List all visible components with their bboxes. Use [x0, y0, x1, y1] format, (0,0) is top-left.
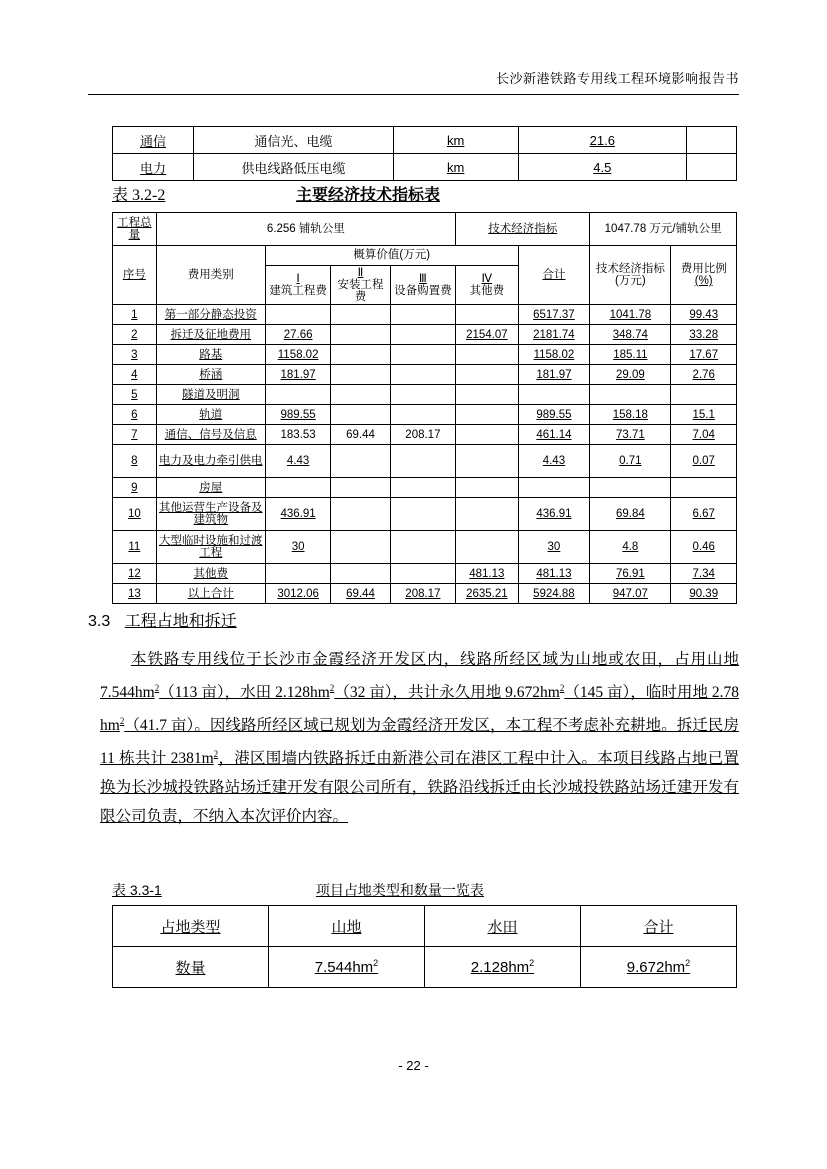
cell-category: 电力 — [113, 154, 194, 181]
cell-value: 21.6 — [518, 127, 686, 154]
cell-total: 436.91 — [518, 498, 590, 531]
page-number: - 22 - — [398, 1058, 429, 1073]
cell-c3 — [390, 445, 456, 478]
cell-c4: 2635.21 — [456, 584, 518, 604]
cell-index: 29.09 — [590, 365, 671, 385]
caption-title: 主要经济技术指标表 — [296, 187, 441, 204]
header-col3-label: 设备购置费 — [394, 285, 452, 298]
cell-name: 通信、信号及信息 — [156, 425, 265, 445]
table-caption-3-3-1 — [112, 880, 737, 900]
cell-c1: 27.66 — [265, 325, 331, 345]
cell-name: 拆迁及征地费用 — [156, 325, 265, 345]
land-value-paddy — [425, 947, 581, 988]
cell-total: 4.43 — [518, 445, 590, 478]
cell-ratio: 0.46 — [671, 531, 737, 564]
cell-seq: 2 — [113, 325, 157, 345]
cell-c4 — [456, 365, 518, 385]
cell-index: 76.91 — [590, 564, 671, 584]
para-part-1: 本铁路专用线位于长沙市金霞经济开发区内，线路所经区域为山地或农田，占用山地 7.544hm — [100, 651, 739, 702]
cell-index: 348.74 — [590, 325, 671, 345]
header-col2-roman: Ⅱ — [357, 267, 364, 279]
cell-name: 第一部分静态投资 — [156, 305, 265, 325]
header-sum: 合计 — [518, 246, 590, 305]
cell-c3 — [390, 365, 456, 385]
cell-ratio — [671, 478, 737, 498]
cell-c2 — [331, 531, 390, 564]
cell-c3 — [390, 405, 456, 425]
cell-name: 其他运营生产设备及建筑物 — [156, 498, 265, 531]
para-part-3: （32 亩），共计永久用地 9.672hm — [334, 684, 560, 702]
land-value-hill — [269, 947, 425, 988]
cell-c4 — [456, 498, 518, 531]
cell-total: 6517.37 — [518, 305, 590, 325]
cell-seq: 6 — [113, 405, 157, 425]
cell-ratio: 15.1 — [671, 405, 737, 425]
para-part-5: （41.7 亩）。因线路所经区域已规划为金霞经济开发区，本工程不考虑补充耕地。拆迁民房 11 栋共计 2381m — [100, 717, 739, 768]
header-total-quantity: 工程总量 — [113, 213, 157, 246]
header-col1-roman: Ⅰ — [296, 273, 300, 286]
cell-seq: 8 — [113, 445, 157, 478]
cell-category: 通信 — [113, 127, 194, 154]
cell-seq: 12 — [113, 564, 157, 584]
cell-c1 — [265, 385, 331, 405]
cell-c1: 3012.06 — [265, 584, 331, 604]
para-sup-2: 2 — [329, 683, 335, 693]
cell-seq: 3 — [113, 345, 157, 365]
cell-total: 30 — [518, 531, 590, 564]
cell-c1: 4.43 — [265, 445, 331, 478]
cell-c1 — [265, 564, 331, 584]
cell-c2 — [331, 325, 390, 345]
cell-ratio: 7.04 — [671, 425, 737, 445]
cell-c1: 30 — [265, 531, 331, 564]
table-row — [113, 531, 737, 564]
cell-remark — [687, 127, 737, 154]
para-sup-1: 2 — [154, 683, 160, 693]
table-row — [113, 154, 737, 181]
cell-total: 989.55 — [518, 405, 590, 425]
cell-c2 — [331, 405, 390, 425]
cell-c4: 2154.07 — [456, 325, 518, 345]
header-seq: 序号 — [113, 246, 157, 305]
cell-c3 — [390, 345, 456, 365]
cell-total — [518, 478, 590, 498]
cell-ratio: 90.39 — [671, 584, 737, 604]
table-row — [113, 385, 737, 405]
para-part-4: （145 亩），临时用地 2.78 hm — [100, 684, 739, 735]
cell-c2 — [331, 345, 390, 365]
table-row — [113, 498, 737, 531]
cell-name: 路基 — [156, 345, 265, 365]
cell-c4 — [456, 305, 518, 325]
cell-ratio — [671, 385, 737, 405]
cell-seq: 13 — [113, 584, 157, 604]
cell-c4 — [456, 385, 518, 405]
para-sup-3: 2 — [559, 683, 565, 693]
cell-total: 2181.74 — [518, 325, 590, 345]
header-ratio-top: 费用比例 — [680, 263, 727, 276]
header-col4-roman: Ⅳ — [481, 273, 493, 286]
cell-c4 — [456, 445, 518, 478]
cell-name: 大型临时设施和过渡工程 — [156, 531, 265, 564]
continued-table — [112, 126, 737, 181]
cell-index: 73.71 — [590, 425, 671, 445]
cell-value: 4.5 — [518, 154, 686, 181]
cell-ratio: 2.76 — [671, 365, 737, 385]
header-track-km: 6.256 铺轨公里 — [156, 213, 455, 246]
cell-remark — [687, 154, 737, 181]
cell-c2 — [331, 385, 390, 405]
land-value-paddy-sup: 2 — [529, 958, 535, 968]
cell-ratio: 6.67 — [671, 498, 737, 531]
table-row — [113, 405, 737, 425]
header-col3 — [390, 266, 456, 305]
land-value-paddy-text: 2.128hm — [470, 959, 530, 976]
header-ratio — [671, 246, 737, 305]
header-tech-index: 技术经济指标 — [456, 213, 590, 246]
cell-name: 电力及电力牵引供电 — [156, 445, 265, 478]
cell-total: 181.97 — [518, 365, 590, 385]
cell-name: 其他费 — [156, 564, 265, 584]
header-col4-label: 其他费 — [469, 285, 505, 298]
cell-name: 供电线路低压电缆 — [194, 154, 394, 181]
cell-seq: 10 — [113, 498, 157, 531]
header-index-value: 1047.78 万元/铺轨公里 — [590, 213, 737, 246]
cell-c3 — [390, 564, 456, 584]
header-budget-value: 概算价值(万元) — [265, 246, 518, 266]
cell-c4: 481.13 — [456, 564, 518, 584]
para-part-2: （113 亩），水田 2.128hm — [159, 684, 330, 702]
table-row — [113, 127, 737, 154]
section-heading — [88, 608, 237, 631]
cell-unit: km — [393, 154, 518, 181]
caption-title: 项目占地类型和数量一览表 — [315, 882, 484, 898]
para-sup-5: 2 — [213, 749, 219, 760]
table-row — [113, 478, 737, 498]
cell-c3 — [390, 498, 456, 531]
cell-c1: 436.91 — [265, 498, 331, 531]
cell-name: 房屋 — [156, 478, 265, 498]
cell-index: 947.07 — [590, 584, 671, 604]
cell-ratio: 33.28 — [671, 325, 737, 345]
table-row — [113, 425, 737, 445]
cell-c1: 181.97 — [265, 365, 331, 385]
cell-c1 — [265, 478, 331, 498]
cell-c3 — [390, 305, 456, 325]
cell-c4 — [456, 531, 518, 564]
cell-ratio: 7.34 — [671, 564, 737, 584]
cell-c4 — [456, 345, 518, 365]
cell-c3 — [390, 531, 456, 564]
land-use-table — [112, 905, 737, 988]
table-row — [113, 325, 737, 345]
land-header-paddy: 水田 — [425, 906, 581, 947]
cell-c1 — [265, 305, 331, 325]
header-cost-type: 费用类别 — [156, 246, 265, 305]
land-value-hill-sup: 2 — [373, 958, 379, 968]
cell-index — [590, 385, 671, 405]
header-ratio-bottom: (%) — [694, 275, 713, 288]
table-row — [113, 584, 737, 604]
cell-unit: km — [393, 127, 518, 154]
cell-total: 461.14 — [518, 425, 590, 445]
cell-index: 69.84 — [590, 498, 671, 531]
table-caption-3-2-2 — [112, 182, 737, 205]
table-row — [113, 947, 737, 988]
cell-index — [590, 478, 671, 498]
table-header-row — [113, 213, 737, 246]
cell-index: 1041.78 — [590, 305, 671, 325]
caption-label: 表 3.2-2 — [112, 187, 166, 204]
land-row-label: 数量 — [113, 947, 269, 988]
cell-name: 桥涵 — [156, 365, 265, 385]
header-col4 — [456, 266, 518, 305]
cell-total: 481.13 — [518, 564, 590, 584]
cell-seq: 9 — [113, 478, 157, 498]
land-value-hill-text: 7.544hm — [314, 959, 374, 976]
cell-c2 — [331, 564, 390, 584]
table-row — [113, 445, 737, 478]
land-header-total: 合计 — [581, 906, 737, 947]
cell-total: 1158.02 — [518, 345, 590, 365]
land-value-total-sup: 2 — [685, 958, 691, 968]
land-value-total — [581, 947, 737, 988]
cell-index: 4.8 — [590, 531, 671, 564]
cell-c4 — [456, 425, 518, 445]
section-title: 工程占地和拆迁 — [124, 613, 237, 630]
cell-ratio: 99.43 — [671, 305, 737, 325]
cell-name: 隧道及明洞 — [156, 385, 265, 405]
cell-ratio: 0.07 — [671, 445, 737, 478]
cell-seq: 7 — [113, 425, 157, 445]
body-paragraph — [100, 645, 739, 831]
table-row — [113, 365, 737, 385]
page-header — [88, 68, 739, 87]
table-row — [113, 305, 737, 325]
cell-c2 — [331, 498, 390, 531]
header-col3-roman: Ⅲ — [418, 273, 427, 286]
cell-c2 — [331, 365, 390, 385]
cell-index: 158.18 — [590, 405, 671, 425]
cell-c4 — [456, 478, 518, 498]
cell-c4 — [456, 405, 518, 425]
cell-c1: 989.55 — [265, 405, 331, 425]
table-row — [113, 564, 737, 584]
cell-ratio: 17.67 — [671, 345, 737, 365]
cell-seq: 4 — [113, 365, 157, 385]
cell-seq: 1 — [113, 305, 157, 325]
cell-index: 185.11 — [590, 345, 671, 365]
cell-c2: 69.44 — [331, 425, 390, 445]
header-title: 长沙新港铁路专用线工程环境影响报告书 — [495, 71, 739, 86]
caption-label: 表 3.3-1 — [112, 882, 162, 898]
economic-indicator-table — [112, 212, 737, 604]
cell-seq: 5 — [113, 385, 157, 405]
cell-index: 0.71 — [590, 445, 671, 478]
cell-c3 — [390, 325, 456, 345]
table-row — [113, 345, 737, 365]
cell-name: 轨道 — [156, 405, 265, 425]
cell-c2 — [331, 478, 390, 498]
header-divider — [88, 94, 739, 95]
para-part-6: ，港区围墙内铁路拆迁由新港公司在港区工程中计入。本项目线路占地已置换为长沙城投铁路站场迁建开发有限公司所有，铁路沿线拆迁由长沙城投铁路站场迁建开发有限公司负责，不纳入本次评价内容。 — [100, 750, 739, 826]
section-number: 3.3 — [88, 613, 111, 630]
table-header-row — [113, 906, 737, 947]
page-footer — [0, 1058, 827, 1073]
cell-c1: 1158.02 — [265, 345, 331, 365]
cell-c2 — [331, 305, 390, 325]
cell-total: 5924.88 — [518, 584, 590, 604]
header-col2 — [331, 266, 390, 305]
header-tech-index-value: 技术经济指标(万元) — [590, 246, 671, 305]
cell-total — [518, 385, 590, 405]
cell-c3: 208.17 — [390, 584, 456, 604]
para-sup-4: 2 — [119, 716, 125, 727]
land-header-type: 占地类型 — [113, 906, 269, 947]
land-header-hill: 山地 — [269, 906, 425, 947]
table-header-row — [113, 246, 737, 266]
cell-c3 — [390, 478, 456, 498]
cell-c1: 183.53 — [265, 425, 331, 445]
cell-name: 通信光、电缆 — [194, 127, 394, 154]
header-col1-label: 建筑工程费 — [269, 285, 327, 298]
header-col1 — [265, 266, 331, 305]
cell-seq: 11 — [113, 531, 157, 564]
cell-c2: 69.44 — [331, 584, 390, 604]
cell-c2 — [331, 445, 390, 478]
header-col2-label: 安装工程费 — [337, 279, 384, 304]
cell-c3 — [390, 385, 456, 405]
land-value-total-text: 9.672hm — [626, 959, 686, 976]
cell-c3: 208.17 — [390, 425, 456, 445]
cell-name: 以上合计 — [156, 584, 265, 604]
